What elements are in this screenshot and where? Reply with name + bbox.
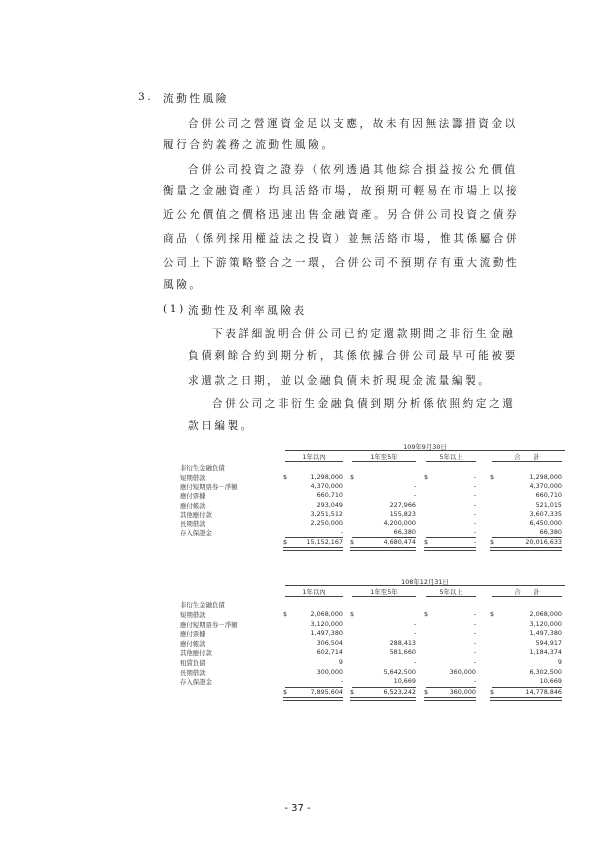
table-row bbox=[180, 620, 565, 630]
amount-cell: 3,120,000 bbox=[310, 619, 343, 628]
row-label: 長期借款 bbox=[180, 668, 206, 677]
row-label: 應付帳款 bbox=[180, 501, 206, 510]
total-double-rule bbox=[350, 547, 416, 551]
column-rule bbox=[352, 461, 416, 462]
table-row bbox=[180, 610, 565, 620]
currency-symbol: $ bbox=[283, 473, 288, 481]
paragraph-2-line-4: 商品（係列採用權益法之投資）並無活絡市場，惟其係屬合併 bbox=[163, 233, 520, 245]
amount-cell: - bbox=[473, 648, 476, 657]
amount-cell: 660,710 bbox=[316, 491, 343, 500]
table-row bbox=[180, 648, 565, 658]
column-header: 1年至5年 bbox=[370, 453, 398, 461]
table-row bbox=[180, 629, 565, 639]
amount-cell: 66,380 bbox=[539, 528, 562, 537]
amount-cell: 4,370,000 bbox=[310, 482, 343, 491]
column-rule bbox=[426, 596, 476, 597]
amount-cell: - bbox=[473, 528, 476, 537]
amount-cell: 1,497,380 bbox=[529, 629, 562, 638]
row-label: 應付短期票券－淨額 bbox=[180, 620, 238, 629]
column-header: 1年以內 bbox=[302, 453, 326, 461]
amount-cell: 3,120,000 bbox=[529, 619, 562, 628]
currency-symbol: $ bbox=[350, 473, 355, 481]
amount-cell: 1,184,374 bbox=[529, 648, 562, 657]
row-label: 長期借款 bbox=[180, 520, 206, 528]
amount-cell: - bbox=[473, 519, 476, 527]
page-number: - 37 - bbox=[284, 803, 311, 814]
amount-cell: - bbox=[413, 629, 416, 638]
table-row bbox=[180, 658, 565, 668]
amount-cell: 1,497,380 bbox=[310, 629, 343, 638]
table-date: 108年12月31日 bbox=[401, 578, 449, 586]
amount-cell: 6,302,500 bbox=[529, 667, 562, 676]
row-label: 應付帳款 bbox=[180, 639, 206, 648]
amount-cell: - bbox=[473, 619, 476, 628]
amount-cell: 288,413 bbox=[389, 638, 416, 647]
amount-cell: 1,298,000 bbox=[310, 473, 343, 481]
row-label: 應付短期票券－淨額 bbox=[180, 483, 238, 492]
total-cell: 14,778,846 bbox=[525, 687, 562, 696]
column-header: 合 計 bbox=[514, 588, 540, 596]
amount-cell: 3,607,335 bbox=[529, 509, 562, 518]
row-label: 存入保證金 bbox=[180, 678, 212, 687]
total-cell: 7,895,604 bbox=[310, 687, 343, 696]
total-cell: 360,000 bbox=[449, 687, 476, 696]
subsection-text-line-2: 負債剩餘合約到期分析，其係依據合併公司最早可能被要 bbox=[188, 350, 518, 362]
row-label: 短期借款 bbox=[180, 474, 206, 482]
paragraph-2-line-2: 衡量之金融資產）均具活絡市場，故預期可輕易在市場上以接 bbox=[163, 185, 520, 197]
table-row bbox=[180, 677, 565, 687]
total-cell: - bbox=[473, 538, 476, 547]
paragraph-1-line-2: 履行合約義務之流動性風險。 bbox=[163, 139, 335, 151]
row-label: 存入保證金 bbox=[180, 529, 212, 538]
currency-symbol: $ bbox=[424, 538, 429, 547]
total-double-rule bbox=[490, 547, 562, 551]
amount-cell: 581,660 bbox=[389, 648, 416, 657]
column-header: 合 計 bbox=[514, 453, 540, 461]
amount-cell: - bbox=[473, 638, 476, 647]
total-cell: 20,016,633 bbox=[525, 538, 562, 547]
currency-symbol: $ bbox=[490, 473, 495, 481]
amount-cell: - bbox=[473, 482, 476, 491]
amount-cell: - bbox=[413, 619, 416, 628]
maturity-table-2020 bbox=[180, 440, 565, 555]
column-header: 1年以內 bbox=[302, 588, 326, 596]
amount-cell: - bbox=[340, 528, 343, 537]
amount-cell: - bbox=[413, 658, 416, 666]
paragraph-2-line-1: 合併公司投資之證券（依列透過其他綜合損益按公允價值 bbox=[188, 164, 518, 176]
column-header: 5年以上 bbox=[439, 453, 463, 461]
row-label: 應付票據 bbox=[180, 630, 206, 639]
amount-cell: - bbox=[473, 491, 476, 500]
row-label: 短期借款 bbox=[180, 611, 206, 619]
column-rule bbox=[492, 461, 562, 462]
amount-cell: 2,068,000 bbox=[529, 610, 562, 618]
row-label: 其他應付款 bbox=[180, 510, 212, 519]
total-double-rule bbox=[424, 547, 476, 551]
currency-symbol: $ bbox=[424, 610, 429, 618]
amount-cell: - bbox=[473, 500, 476, 509]
amount-cell: 300,000 bbox=[316, 667, 343, 676]
currency-symbol: $ bbox=[424, 687, 429, 696]
amount-cell: - bbox=[413, 491, 416, 500]
amount-cell: - bbox=[413, 482, 416, 491]
currency-symbol: $ bbox=[350, 538, 355, 547]
subsection-text-line-4: 合併公司之非衍生金融負債到期分析係依照約定之還 bbox=[212, 398, 516, 410]
amount-cell: 2,068,000 bbox=[310, 610, 343, 618]
total-cell: 6,523,242 bbox=[383, 687, 416, 696]
column-rule bbox=[426, 461, 476, 462]
header-rule bbox=[285, 585, 565, 586]
paragraph-2-line-6: 風險。 bbox=[163, 279, 203, 291]
amount-cell: 5,642,500 bbox=[383, 667, 416, 676]
header-rule bbox=[285, 450, 565, 451]
table-date: 109年9月30日 bbox=[403, 443, 447, 451]
section-label: 非衍生金融負債 bbox=[180, 464, 225, 472]
total-cell: 4,680,474 bbox=[383, 538, 416, 547]
column-header: 1年至5年 bbox=[370, 588, 398, 596]
subsection-text-line-3: 求還款之日期，並以金融負債未折現現金流量編製。 bbox=[188, 375, 492, 387]
amount-cell: - bbox=[473, 473, 476, 481]
section-number: 3. bbox=[138, 91, 154, 103]
maturity-table-2019 bbox=[180, 575, 565, 710]
column-rule bbox=[285, 461, 343, 462]
currency-symbol: $ bbox=[283, 610, 288, 618]
amount-cell: 660,710 bbox=[535, 491, 562, 500]
subsection-text-line-1: 下表詳細說明合併公司已約定還款期間之非衍生金融 bbox=[212, 328, 516, 340]
total-double-rule bbox=[424, 697, 476, 701]
row-label: 應付票據 bbox=[180, 492, 206, 501]
amount-cell: 9 bbox=[557, 658, 562, 666]
amount-cell: - bbox=[473, 509, 476, 518]
amount-cell: 227,966 bbox=[389, 500, 416, 509]
paragraph-2-line-5: 公司上下游策略整合之一環，合併公司不預期存有重大流動性 bbox=[163, 257, 520, 269]
total-cell: 15,152,167 bbox=[306, 538, 343, 547]
subsection-number: (1) bbox=[163, 303, 186, 315]
amount-cell: 602,714 bbox=[316, 648, 343, 657]
amount-cell: 155,823 bbox=[389, 509, 416, 518]
paragraph-2-line-3: 近公允價值之價格迅速出售金融資產。另合併公司投資之債券 bbox=[163, 209, 520, 221]
amount-cell: - bbox=[473, 677, 476, 686]
amount-cell: - bbox=[473, 610, 476, 618]
currency-symbol: $ bbox=[490, 610, 495, 618]
currency-symbol: $ bbox=[283, 538, 288, 547]
amount-cell: 360,000 bbox=[449, 667, 476, 676]
column-rule bbox=[492, 596, 562, 597]
amount-cell: 9 bbox=[338, 658, 343, 666]
section-title: 流動性風險 bbox=[163, 93, 229, 105]
currency-symbol: $ bbox=[490, 538, 495, 547]
amount-cell: 66,380 bbox=[393, 528, 416, 537]
amount-cell: - bbox=[473, 658, 476, 666]
paragraph-1-line-1: 合併公司之營運資金足以支應，故未有因無法籌措資金以 bbox=[188, 118, 518, 130]
currency-symbol: $ bbox=[350, 687, 355, 696]
section-label: 非衍生金融負債 bbox=[180, 601, 225, 609]
amount-cell: 3,251,512 bbox=[310, 509, 343, 518]
amount-cell: 1,298,000 bbox=[529, 473, 562, 481]
amount-cell: 2,250,000 bbox=[310, 519, 343, 527]
total-double-rule bbox=[490, 697, 562, 701]
amount-cell: 10,669 bbox=[539, 677, 562, 686]
column-header: 5年以上 bbox=[439, 588, 463, 596]
column-rule bbox=[285, 596, 343, 597]
currency-symbol: $ bbox=[350, 610, 355, 618]
amount-cell: 594,917 bbox=[535, 638, 562, 647]
total-double-rule bbox=[283, 547, 343, 551]
total-double-rule bbox=[350, 697, 416, 701]
column-rule bbox=[352, 596, 416, 597]
currency-symbol: $ bbox=[490, 687, 495, 696]
currency-symbol: $ bbox=[283, 687, 288, 696]
total-double-rule bbox=[283, 697, 343, 701]
amount-cell: 6,450,000 bbox=[529, 519, 562, 527]
amount-cell: 293,049 bbox=[316, 500, 343, 509]
amount-cell: 10,669 bbox=[393, 677, 416, 686]
amount-cell: 306,504 bbox=[316, 638, 343, 647]
amount-cell: 4,200,000 bbox=[383, 519, 416, 527]
subsection-text-line-5: 款日編製。 bbox=[188, 420, 254, 432]
amount-cell: 4,370,000 bbox=[529, 482, 562, 491]
row-label: 其他應付款 bbox=[180, 649, 212, 658]
amount-cell: 521,015 bbox=[535, 500, 562, 509]
table-row bbox=[180, 639, 565, 649]
currency-symbol: $ bbox=[424, 473, 429, 481]
table-row bbox=[180, 668, 565, 678]
amount-cell: - bbox=[340, 677, 343, 686]
row-label: 租賃負債 bbox=[180, 659, 206, 667]
amount-cell: - bbox=[473, 629, 476, 638]
subsection-title: 流動性及利率風險表 bbox=[188, 305, 307, 317]
